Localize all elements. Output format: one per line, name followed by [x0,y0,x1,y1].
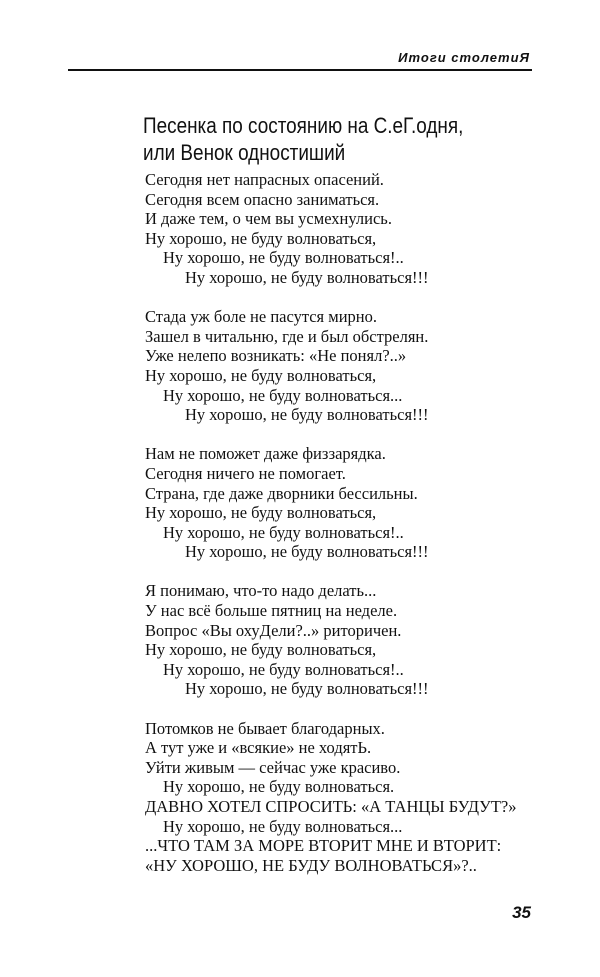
verse-line: Ну хорошо, не буду волноваться, [145,365,377,385]
stanza-3 [145,444,545,562]
poem-title-line-1: Песенка по состоянию на С.еГ.одня, [143,113,464,138]
header-rule [68,69,532,71]
verse-line: Ну хорошо, не буду волноваться!!! [185,542,429,562]
stanza-4 [145,581,545,699]
verse-line: «НУ ХОРОШО, НЕ БУДУ ВОЛНОВАТЬСЯ»?.. [145,855,477,875]
running-title: Итоги столетиЯ [398,50,530,65]
verse-line: И даже тем, о чем вы усмехнулись. [145,209,392,229]
verse-line: Зашел в читальню, где и был обстрелян. [145,326,429,346]
verse-line: Ну хорошо, не буду волноваться, [145,228,377,248]
verse-line: Ну хорошо, не буду волноваться!!! [185,267,429,287]
verse-line: ДАВНО ХОТЕЛ СПРОСИТЬ: «А ТАНЦЫ БУДУТ?» [145,797,517,816]
poem-title-line-2: или Венок одностиший [143,140,346,165]
stanza-5 [145,719,545,876]
poem-body [145,170,545,895]
verse-line: Сегодня нет напрасных опасений. [145,170,384,189]
verse-line: Ну хорошо, не буду волноваться!!! [185,679,429,699]
verse-line: Сегодня всем опасно заниматься. [145,189,380,209]
verse-line: ...ЧТО ТАМ ЗА МОРЕ ВТОРИТ МНЕ И ВТОРИТ: [145,836,502,856]
verse-line: Уйти живым — сейчас уже красиво. [145,757,401,777]
verse-line: Уже нелепо возникать: «Не понял?..» [145,346,407,366]
verse-line: Потомков не бывает благодарных. [145,718,385,738]
stanza-1 [145,170,545,288]
verse-line: Ну хорошо, не буду волноваться!.. [163,659,404,679]
verse-line: Ну хорошо, не буду волноваться. [163,777,395,797]
stanza-2 [145,307,545,425]
verse-line: Страна, где даже дворники бессильны. [145,483,418,503]
verse-line: Нам не поможет даже физзарядка. [145,444,386,464]
verse-line: Вопрос «Вы охуДели?..» риторичен. [145,620,402,640]
verse-line: Ну хорошо, не буду волноваться, [145,640,377,660]
verse-line: Сегодня ничего не помогает. [145,463,346,483]
verse-line: Ну хорошо, не буду волноваться!.. [163,522,404,542]
verse-line: Стада уж боле не пасутся мирно. [145,307,377,327]
verse-line: А тут уже и «всякие» не ходятЬ. [145,738,372,758]
verse-line: Ну хорошо, не буду волноваться!.. [163,248,404,268]
verse-line: У нас всё больше пятниц на неделе. [145,601,398,621]
verse-line: Ну хорошо, не буду волноваться, [145,503,377,523]
verse-line: Я понимаю, что-то надо делать... [145,581,377,601]
page-number: 35 [512,903,531,922]
poem-title [143,112,487,166]
verse-line: Ну хорошо, не буду волноваться... [163,385,403,405]
verse-line: Ну хорошо, не буду волноваться!!! [185,405,429,425]
verse-line: Ну хорошо, не буду волноваться... [163,816,403,836]
